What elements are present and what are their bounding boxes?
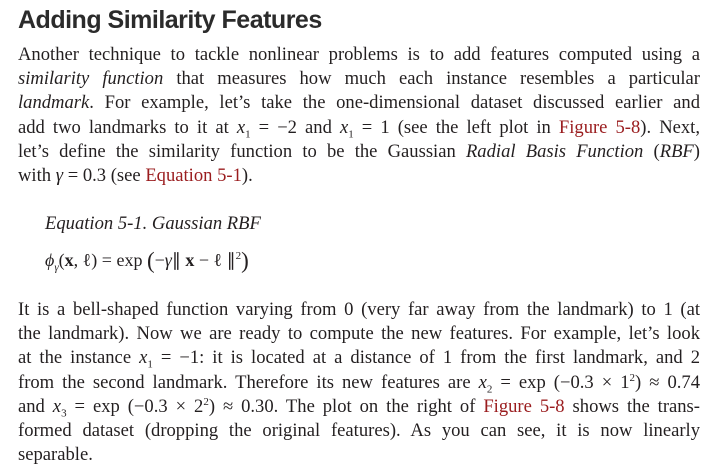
text-line bbox=[18, 371, 700, 395]
math-text: − bbox=[154, 250, 165, 270]
text-run: ( bbox=[643, 140, 660, 162]
paragraph-explanation bbox=[18, 298, 700, 467]
text-run: ). Next, bbox=[640, 116, 700, 138]
term-similarity-function: similarity function bbox=[18, 68, 164, 90]
math-subscript: γ bbox=[54, 261, 59, 274]
text-run: from the second landmark. Therefore its new features are bbox=[18, 371, 479, 393]
section-heading: Adding Similarity Features bbox=[18, 6, 322, 34]
math-text: − ℓ ∥ bbox=[194, 250, 236, 270]
math-variable: γ bbox=[55, 164, 64, 186]
math-text: ∥ bbox=[171, 250, 186, 270]
math-variable: γ bbox=[164, 250, 172, 270]
math-phi: ϕ bbox=[45, 250, 55, 270]
term-landmark: landmark bbox=[18, 92, 90, 114]
text-run: = exp (−0.3 × 2 bbox=[66, 395, 204, 417]
math-subscript: 1 bbox=[147, 359, 153, 372]
text-run: = exp (−0.3 × 1 bbox=[492, 371, 630, 393]
text-run: at the instance bbox=[18, 347, 140, 369]
text-run: let’s define the similarity function to be the Gaussian bbox=[18, 140, 466, 162]
text-line bbox=[18, 164, 700, 188]
math-subscript: 1 bbox=[245, 128, 251, 141]
math-text: ( bbox=[58, 250, 65, 270]
math-paren: ( bbox=[146, 248, 155, 273]
text-line bbox=[18, 395, 700, 419]
math-variable: x bbox=[139, 347, 148, 369]
equation-caption: Equation 5-1. Gaussian RBF bbox=[45, 213, 261, 234]
math-superscript: 2 bbox=[203, 395, 209, 408]
term-rbf: Radial Basis Function bbox=[465, 140, 644, 162]
math-subscript: 3 bbox=[61, 407, 67, 420]
math-subscript: 1 bbox=[348, 128, 354, 141]
text-run: separable. bbox=[18, 444, 93, 466]
text-line bbox=[18, 346, 700, 370]
math-variable: x bbox=[339, 116, 349, 138]
term-rbf-abbrev: RBF bbox=[659, 140, 694, 162]
text-run: shows the trans- bbox=[564, 395, 700, 417]
text-line bbox=[18, 91, 700, 115]
math-text: , ℓ) = bbox=[73, 250, 117, 270]
text-line bbox=[18, 67, 700, 91]
text-run: It is a bell-shaped function varying from 0 (very far away from the landmark) to 1 (at bbox=[18, 299, 700, 320]
text-run: Another technique to tackle nonlinear problems is to add features computed using a bbox=[18, 44, 700, 65]
math-variable: x bbox=[52, 395, 62, 417]
text-line bbox=[18, 419, 700, 443]
text-line bbox=[18, 140, 700, 164]
equation-gaussian-rbf bbox=[45, 248, 249, 274]
text-run: . For example, let’s take the one-dimensional dataset discussed earlier and bbox=[89, 92, 700, 114]
math-exp: exp bbox=[116, 250, 147, 270]
text-run: and bbox=[18, 395, 53, 417]
math-subscript: 2 bbox=[486, 383, 493, 396]
text-run: that measures how much each instance resembles a particular bbox=[163, 68, 700, 90]
math-variable: x bbox=[478, 371, 487, 393]
paragraph-intro bbox=[18, 43, 700, 188]
text-run: formed dataset (dropping the original features). As you can see, it is now linearly bbox=[18, 419, 700, 441]
math-paren: ) bbox=[241, 248, 249, 273]
text-run: with bbox=[18, 164, 56, 186]
text-run: = −2 and bbox=[250, 116, 340, 138]
text-run: add two landmarks to it at bbox=[18, 116, 237, 138]
text-line bbox=[18, 322, 700, 346]
text-run: = 0.3 (see bbox=[63, 164, 146, 186]
text-run: ). bbox=[241, 164, 253, 186]
text-run: the landmark). Now we are ready to compute the new features. For example, let’s look bbox=[18, 323, 700, 345]
math-variable: x bbox=[236, 116, 246, 138]
figure-link[interactable]: Figure 5-8 bbox=[558, 116, 641, 138]
text-run: ) ≈ 0.74 bbox=[635, 371, 700, 393]
text-line bbox=[18, 116, 700, 140]
text-line bbox=[18, 443, 700, 467]
text-run: ) ≈ 0.30. The plot on the right of bbox=[208, 395, 484, 417]
math-superscript: 2 bbox=[629, 371, 636, 384]
math-superscript: 2 bbox=[235, 250, 242, 262]
equation-link[interactable]: Equation 5-1 bbox=[145, 164, 242, 186]
text-run: = 1 (see the left plot in bbox=[353, 116, 559, 138]
math-vector: x bbox=[185, 250, 195, 270]
math-vector: x bbox=[64, 250, 74, 270]
text-line bbox=[18, 298, 700, 322]
text-run: = −1: it is located at a distance of 1 from the first landmark, and 2 bbox=[152, 347, 700, 369]
text-line bbox=[18, 43, 700, 67]
figure-link[interactable]: Figure 5-8 bbox=[483, 395, 565, 417]
text-run: ) bbox=[693, 140, 700, 162]
